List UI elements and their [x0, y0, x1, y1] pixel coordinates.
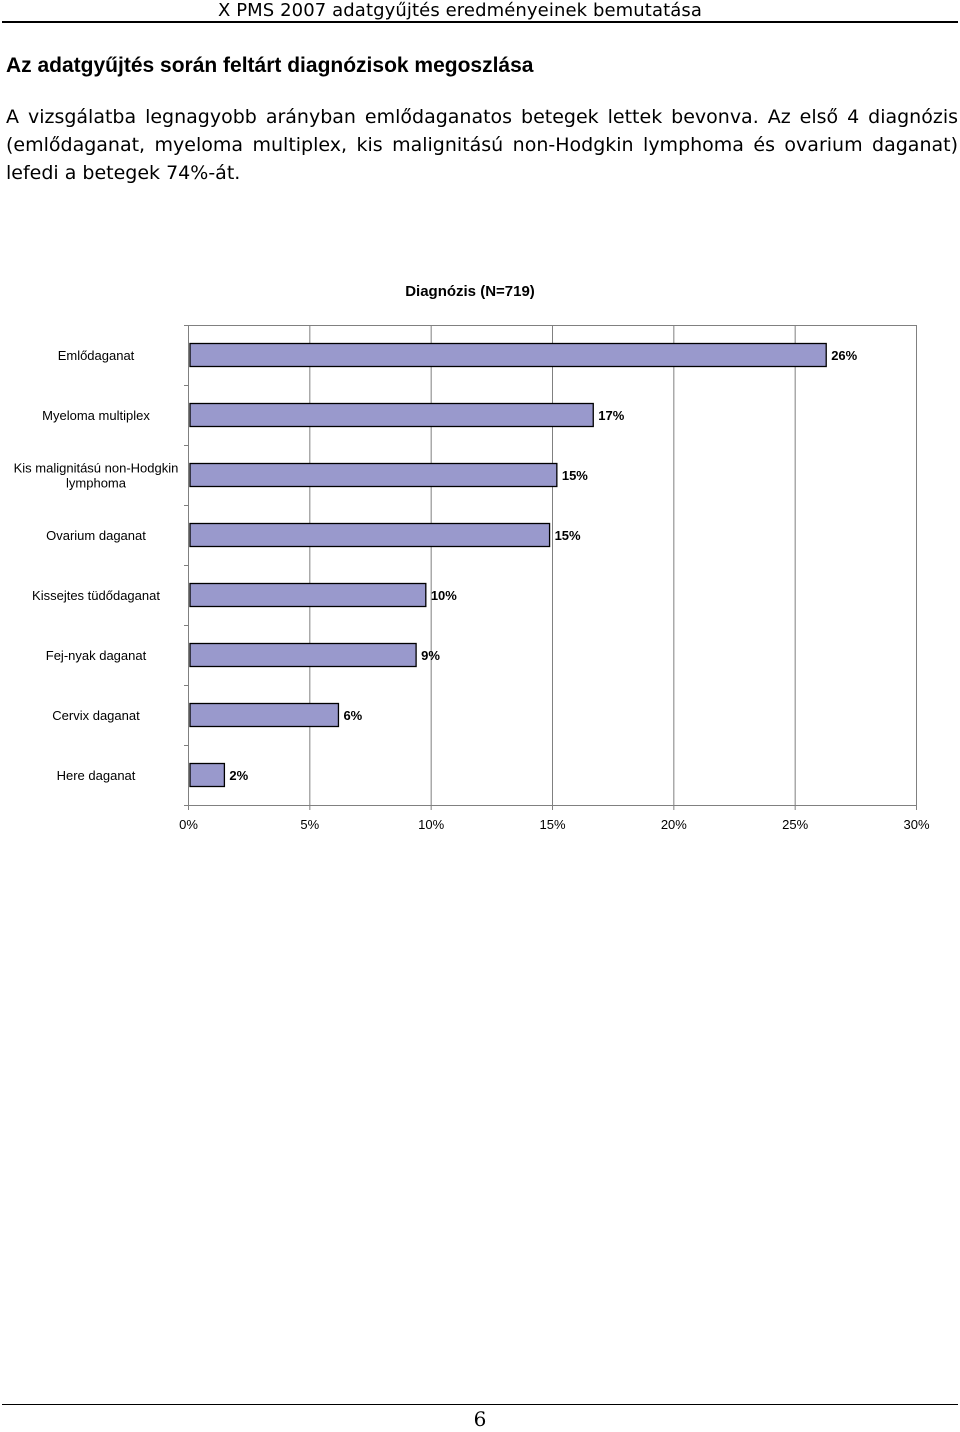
x-tick-label: 10% [418, 817, 445, 832]
chart-title: Diagnózis (N=719) [405, 283, 535, 300]
category-label: Ovarium daganat [46, 528, 146, 543]
category-label: Kis malignitású non-Hodgkin lymphoma [13, 460, 179, 491]
bar [190, 404, 593, 427]
data-label: 15% [561, 468, 588, 483]
diagnosis-bar-chart [0, 270, 960, 840]
x-tick-label: 15% [539, 817, 566, 832]
bar [190, 764, 224, 787]
category-label: Emlődaganat [57, 348, 135, 363]
category-label: Cervix daganat [52, 708, 140, 723]
data-label: 26% [831, 348, 858, 363]
section-title: Az adatgyűjtés során feltárt diagnózisok megoszlása [6, 54, 534, 77]
bar [190, 704, 338, 727]
category-label: Fej-nyak daganat [45, 648, 147, 663]
chart-gridlines [188, 325, 917, 805]
data-label: 10% [430, 588, 457, 603]
x-tick-label: 20% [660, 817, 687, 832]
x-tick-label: 25% [782, 817, 809, 832]
bar [190, 464, 557, 487]
data-label: 9% [421, 648, 440, 663]
chart-category-labels [14, 348, 179, 783]
chart-x-axis [179, 325, 930, 832]
category-label: Here daganat [56, 768, 136, 783]
x-tick-label: 0% [179, 817, 198, 832]
category-label: Kissejtes tüdődaganat [32, 588, 160, 603]
x-tick-label: 30% [903, 817, 930, 832]
data-label: 2% [229, 768, 249, 783]
page-number: 6 [473, 1407, 487, 1431]
intro-paragraph: A vizsgálatba legnagyobb arányban emlődaganatos betegek lettek bevonva. Az első 4 diagnózis (emlődaganat, myeloma multiplex, kis malignitású non-Hodgkin lymphoma és ovarium daganat) lefedi a betegek 74%-át. [6, 106, 958, 184]
bar [190, 644, 416, 667]
data-label: 15% [554, 528, 581, 543]
data-label: 17% [598, 408, 625, 423]
bar [190, 344, 826, 367]
x-tick-label: 5% [300, 817, 320, 832]
chart-bars [190, 344, 858, 787]
running-header: X PMS 2007 adatgyűjtés eredményeinek bemutatása [217, 0, 702, 21]
header-rule [2, 21, 958, 23]
data-label: 6% [343, 708, 363, 723]
bar [190, 584, 426, 607]
footer-rule [2, 1404, 958, 1405]
bar [190, 524, 550, 547]
category-label: Myeloma multiplex [42, 408, 150, 423]
